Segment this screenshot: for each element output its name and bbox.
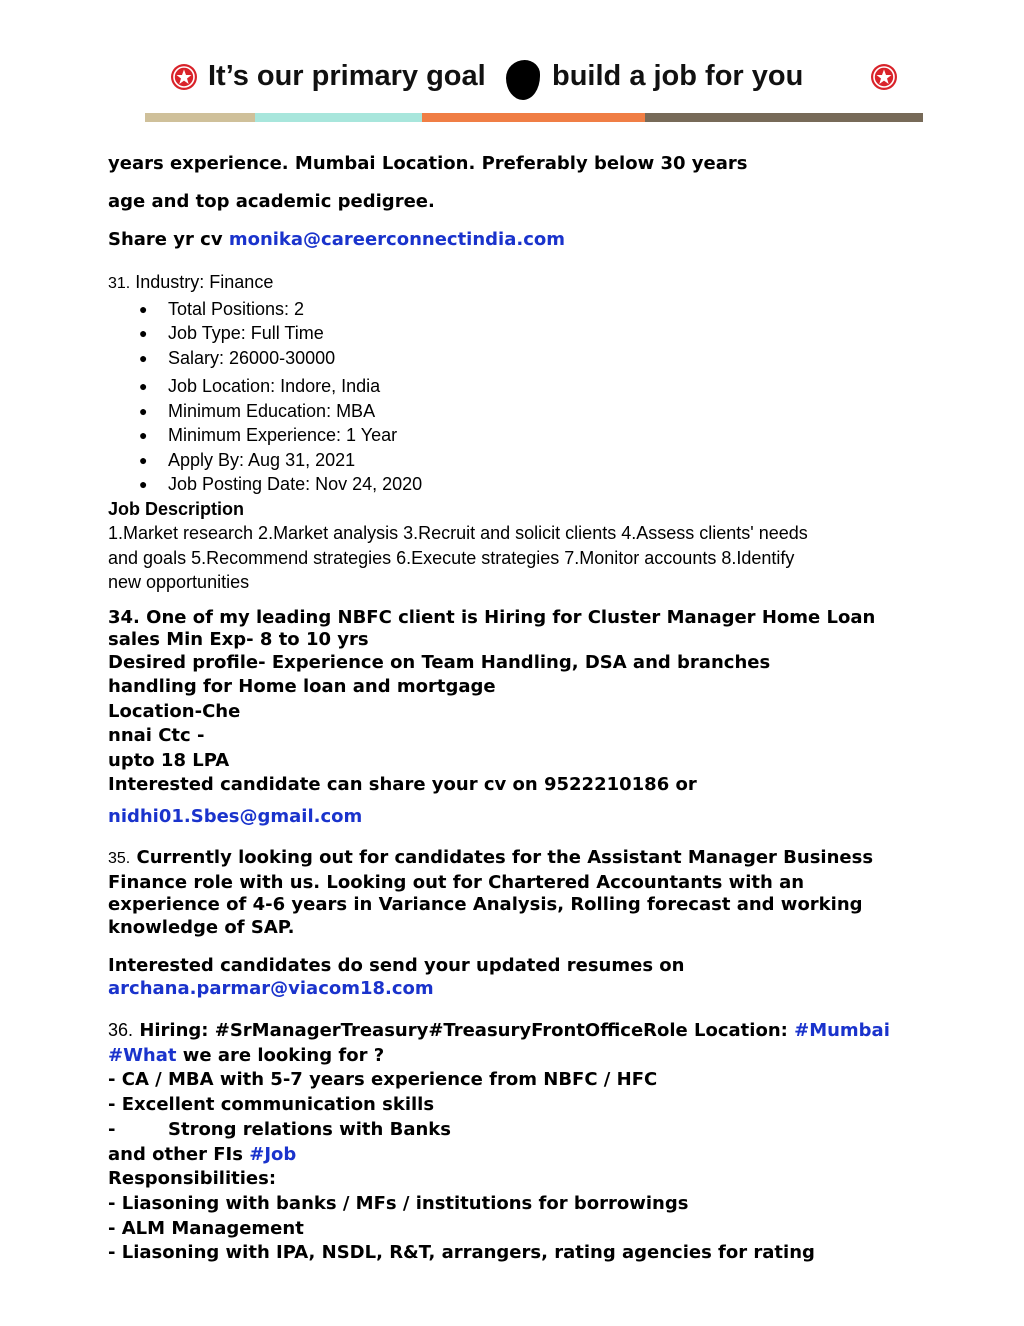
job-line: - Strong relations with Banks — [108, 1118, 451, 1140]
list-item: ● Minimum Education: MBA — [108, 399, 968, 424]
list-item: ● Job Location: Indore, India — [108, 374, 968, 399]
hashtag-link[interactable]: #Mumbai — [794, 1020, 890, 1041]
divider-bar-segment — [645, 113, 923, 122]
job-31 — [108, 270, 968, 595]
job-description-line: 1.Market research 2.Market analysis 3.Recruit and solicit clients 4.Assess clients' needs — [108, 523, 808, 543]
divider-bar-segment — [145, 113, 255, 122]
job-34 — [108, 607, 968, 830]
job-line: Desired profile- Experience on Team Handling, DSA and branches — [108, 651, 771, 673]
job-line: - ALM Management — [108, 1217, 304, 1239]
share-cv-line — [108, 226, 968, 254]
job-number: 35. — [108, 850, 131, 867]
hashtag-link[interactable]: #What — [108, 1044, 177, 1066]
job-number: 36. — [108, 1020, 134, 1040]
email-link[interactable]: nidhi01.Sbes@gmail.com — [108, 805, 363, 827]
list-item: ● Salary: 26000-30000 — [108, 346, 968, 371]
job-line: handling for Home loan and mortgage — [108, 676, 496, 697]
responsibilities-heading: Responsibilities: — [108, 1168, 277, 1190]
list-item: ● Job Type: Full Time — [108, 321, 968, 346]
job-number: 31. — [108, 275, 131, 292]
job-description-heading: Job Description — [108, 498, 245, 519]
job-line: nnai Ctc - — [108, 725, 205, 746]
job-line: Finance role with us. Looking out for Chartered Accountants with an — [108, 871, 805, 893]
industry-text: Industry: Finance — [135, 272, 274, 292]
job-line: 35. Currently looking out for candidates for the Assistant Manager Business — [108, 847, 874, 868]
job-industry — [108, 270, 968, 297]
job-line: - CA / MBA with 5-7 years experience from NBFC / HFC — [108, 1069, 658, 1091]
header-title-part2: build a job for you — [552, 60, 804, 92]
job-line: - Excellent communication skills — [108, 1094, 435, 1116]
star-icon — [871, 64, 897, 90]
job-details-list — [108, 297, 968, 497]
list-item: ● Apply By: Aug 31, 2021 — [108, 448, 968, 473]
share-label: Share yr cv — [108, 229, 229, 250]
contact-line: Interested candidates do send your updated resumes on — [108, 955, 685, 976]
list-item: ● Total Positions: 2 — [108, 297, 968, 322]
job-line: 34. One of my leading NBFC client is Hiring for Cluster Manager Home Loan — [108, 606, 876, 628]
divider-bar-segment — [422, 113, 645, 122]
job-description-line: new opportunities — [108, 572, 250, 592]
email-link[interactable]: monika@careerconnectindia.com — [228, 229, 566, 250]
job-line: knowledge of SAP. — [108, 916, 295, 938]
document-body — [108, 150, 968, 1266]
hashtag-link[interactable]: #Job — [249, 1143, 297, 1165]
job-line: - Liasoning with banks / MFs / institutions for borrowings — [108, 1192, 689, 1214]
list-item: ● Minimum Experience: 1 Year — [108, 423, 968, 448]
job-line: Interested candidate can share your cv on 9522210186 or — [108, 774, 697, 795]
job-line: #What we are looking for ? — [108, 1044, 385, 1066]
email-link[interactable]: archana.parmar@viacom18.com — [108, 977, 434, 999]
job-35 — [108, 847, 968, 1000]
job-36 — [108, 1018, 968, 1266]
job-line: 36. Hiring: #SrManagerTreasury#TreasuryFrontOfficeRole Location: #Mumbai — [108, 1020, 890, 1041]
header-title-part1: It’s our primary goal — [208, 60, 486, 92]
intro-line: age and top academic pedigree. — [108, 191, 435, 212]
job-line: and other FIs #Job — [108, 1143, 297, 1165]
job-line: - Liasoning with IPA, NSDL, R&T, arrangers, rating agencies for rating — [108, 1242, 815, 1264]
divider-bar-segment — [255, 113, 422, 122]
job-line: experience of 4-6 years in Variance Analysis, Rolling forecast and working — [108, 894, 863, 915]
job-description-line: and goals 5.Recommend strategies 6.Execute strategies 7.Monitor accounts 8.Identify — [108, 547, 795, 568]
job-line: sales Min Exp- 8 to 10 yrs — [108, 628, 369, 650]
job-line: Location-Che — [108, 700, 241, 722]
list-item: ● Job Posting Date: Nov 24, 2020 — [108, 472, 968, 497]
intro-line: years experience. Mumbai Location. Preferably below 30 years — [108, 153, 748, 174]
star-icon — [171, 64, 197, 90]
job-line: upto 18 LPA — [108, 749, 230, 771]
